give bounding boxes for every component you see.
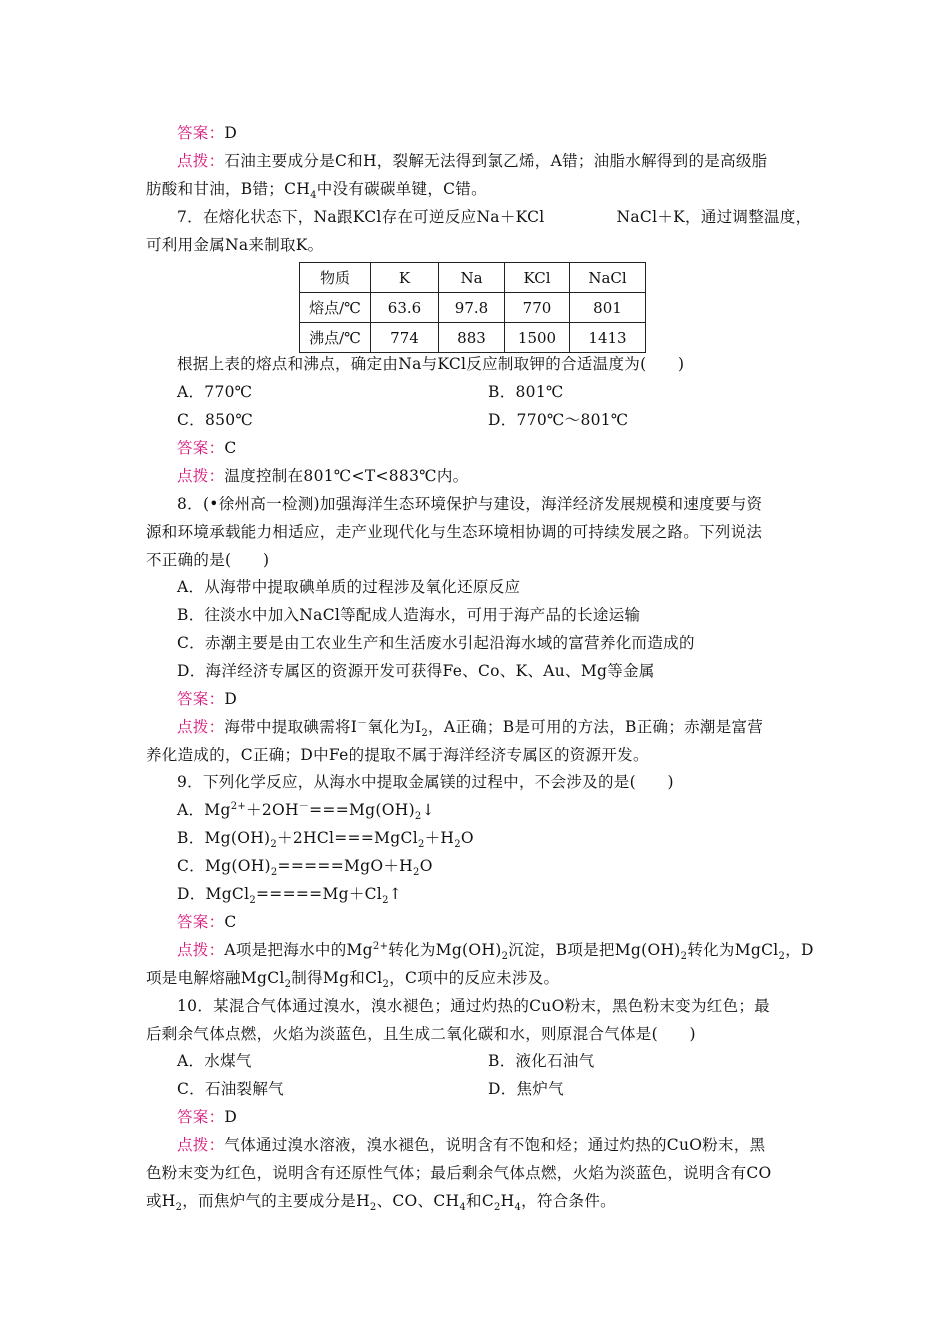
q7-option-b: B．801℃ bbox=[488, 383, 564, 401]
q10-hint-line-1: 点拨：气体通过溴水溶液，溴水褪色，说明含有不饱和烃；通过灼热的CuO粉末，黑 bbox=[177, 1136, 766, 1154]
q7-data-table bbox=[299, 262, 646, 353]
q10-hint-line-3: 或$H_2$，而焦炉气的主要成分是$H_2$、CO、$CH_4$和$C_2H_4$，符合条件。 bbox=[146, 1192, 616, 1214]
q9-option-a: A．$Mg^{2+}+2OH^-===Mg(OH)_2↓$ bbox=[177, 800, 435, 823]
q9-option-d: D．$MgCl_2=====Mg+Cl_2↑$ bbox=[177, 885, 403, 907]
q8-option-d: D．海洋经济专属区的资源开发可获得Fe、Co、K、Au、Mg等金属 bbox=[177, 662, 655, 680]
table-header-cell: Na bbox=[439, 263, 505, 293]
q10-option-b: B．液化石油气 bbox=[488, 1052, 595, 1070]
table-cell: 883 bbox=[439, 323, 505, 353]
q7-option-c: C．850℃ bbox=[177, 411, 254, 429]
q8-option-b: B．往淡水中加入NaCl等配成人造海水，可用于海产品的长途运输 bbox=[177, 606, 641, 624]
table-header-row bbox=[300, 263, 646, 293]
q9-stem: 9．下列化学反应，从海水中提取金属镁的过程中，不会涉及的是( ) bbox=[177, 773, 674, 791]
table-header-cell: NaCl bbox=[570, 263, 646, 293]
q8-option-a: A．从海带中提取碘单质的过程涉及氧化还原反应 bbox=[177, 578, 521, 596]
hint-label: 点拨： bbox=[177, 152, 225, 170]
q7-answer: 答案：C bbox=[177, 439, 237, 457]
answer-label: 答案： bbox=[177, 124, 225, 142]
q7-hint: 点拨：温度控制在801℃<T<883℃内。 bbox=[177, 467, 469, 485]
q10-stem-line-1: 10．某混合气体通过溴水，溴水褪色；通过灼热的CuO粉末，黑色粉末变为红色；最 bbox=[177, 997, 770, 1015]
table-cell: 801 bbox=[570, 293, 646, 323]
q8-answer: 答案：D bbox=[177, 690, 238, 708]
q8-option-c: C．赤潮主要是由工农业生产和生活废水引起沿海水域的富营养化而造成的 bbox=[177, 634, 695, 652]
table-cell: 63.6 bbox=[371, 293, 439, 323]
q7-question: 根据上表的熔点和沸点，确定由Na与KCl反应制取钾的合适温度为( ) bbox=[177, 355, 685, 373]
q10-answer: 答案：D bbox=[177, 1108, 238, 1126]
table-cell: 97.8 bbox=[439, 293, 505, 323]
table-cell: 熔点/℃ bbox=[300, 293, 371, 323]
q9-answer: 答案：C bbox=[177, 913, 237, 931]
table-row bbox=[300, 293, 646, 323]
table-row bbox=[300, 323, 646, 353]
q9-hint-line-1: 点拨：A项是把海水中的$Mg^{2+}$转化为$Mg(OH)_2$沉淀，B项是把$Mg(OH)_2$转化为MgCl$_2$，D bbox=[177, 940, 814, 963]
table-cell: 1413 bbox=[570, 323, 646, 353]
q10-option-d: D．焦炉气 bbox=[488, 1080, 564, 1098]
q10-option-a: A．水煤气 bbox=[177, 1052, 252, 1070]
q10-stem-line-2: 后剩余气体点燃，火焰为淡蓝色，且生成二氧化碳和水，则原混合气体是( ) bbox=[146, 1025, 696, 1043]
q6-hint-line-2: 肪酸和甘油，B错；$CH_4$中没有碳碳单键，C错。 bbox=[146, 180, 487, 202]
q9-option-c: C．$Mg(OH)_2=====MgO+H_2O$ bbox=[177, 857, 433, 879]
q8-stem-line-3: 不正确的是( ) bbox=[146, 551, 270, 569]
q8-hint-line-2: 养化造成的，C正确；D中Fe的提取不属于海洋经济专属区的资源开发。 bbox=[146, 746, 649, 764]
table-cell: 沸点/℃ bbox=[300, 323, 371, 353]
table-cell: 770 bbox=[505, 293, 570, 323]
q9-hint-line-2: 项是电解熔融MgCl$_2$制得Mg和$Cl_2$，C项中的反应未涉及。 bbox=[146, 969, 560, 991]
q9-option-b: B．$Mg(OH)_2+2HCl===MgCl_2+H_2O$ bbox=[177, 829, 474, 851]
q7-option-d: D．770℃～801℃ bbox=[488, 411, 629, 429]
q10-option-c: C．石油裂解气 bbox=[177, 1080, 284, 1098]
table-header-cell: K bbox=[371, 263, 439, 293]
q6-hint-line-1: 点拨：石油主要成分是C和H，裂解无法得到氯乙烯，A错；油脂水解得到的是高级脂 bbox=[177, 152, 768, 170]
q6-answer: 答案：D bbox=[177, 124, 238, 142]
table-cell: 774 bbox=[371, 323, 439, 353]
q7-option-a: A．770℃ bbox=[177, 383, 253, 401]
q8-stem-line-1: 8．(•徐州高一检测)加强海洋生态环境保护与建设，海洋经济发展规模和速度要与资 bbox=[177, 495, 763, 513]
table-header-cell: KCl bbox=[505, 263, 570, 293]
table-cell: 1500 bbox=[505, 323, 570, 353]
table-header-cell: 物质 bbox=[300, 263, 371, 293]
q8-stem-line-2: 源和环境承载能力相适应，走产业现代化与生态环境相协调的可持续发展之路。下列说法 bbox=[146, 523, 763, 541]
q7-stem-line-1: 7．在熔化状态下，Na跟KCl存在可逆反应Na＋KCl NaCl＋K，通过调整温度， bbox=[177, 208, 812, 226]
q7-stem-line-2: 可利用金属Na来制取K。 bbox=[146, 236, 324, 254]
q8-hint-line-1: 点拨：海带中提取碘需将I－氧化为$I_2$，A正确；B是可用的方法，B正确；赤潮是富营 bbox=[177, 717, 764, 740]
q10-hint-line-2: 色粉末变为红色，说明含有还原性气体；最后剩余气体点燃，火焰为淡蓝色，说明含有CO bbox=[146, 1164, 772, 1182]
